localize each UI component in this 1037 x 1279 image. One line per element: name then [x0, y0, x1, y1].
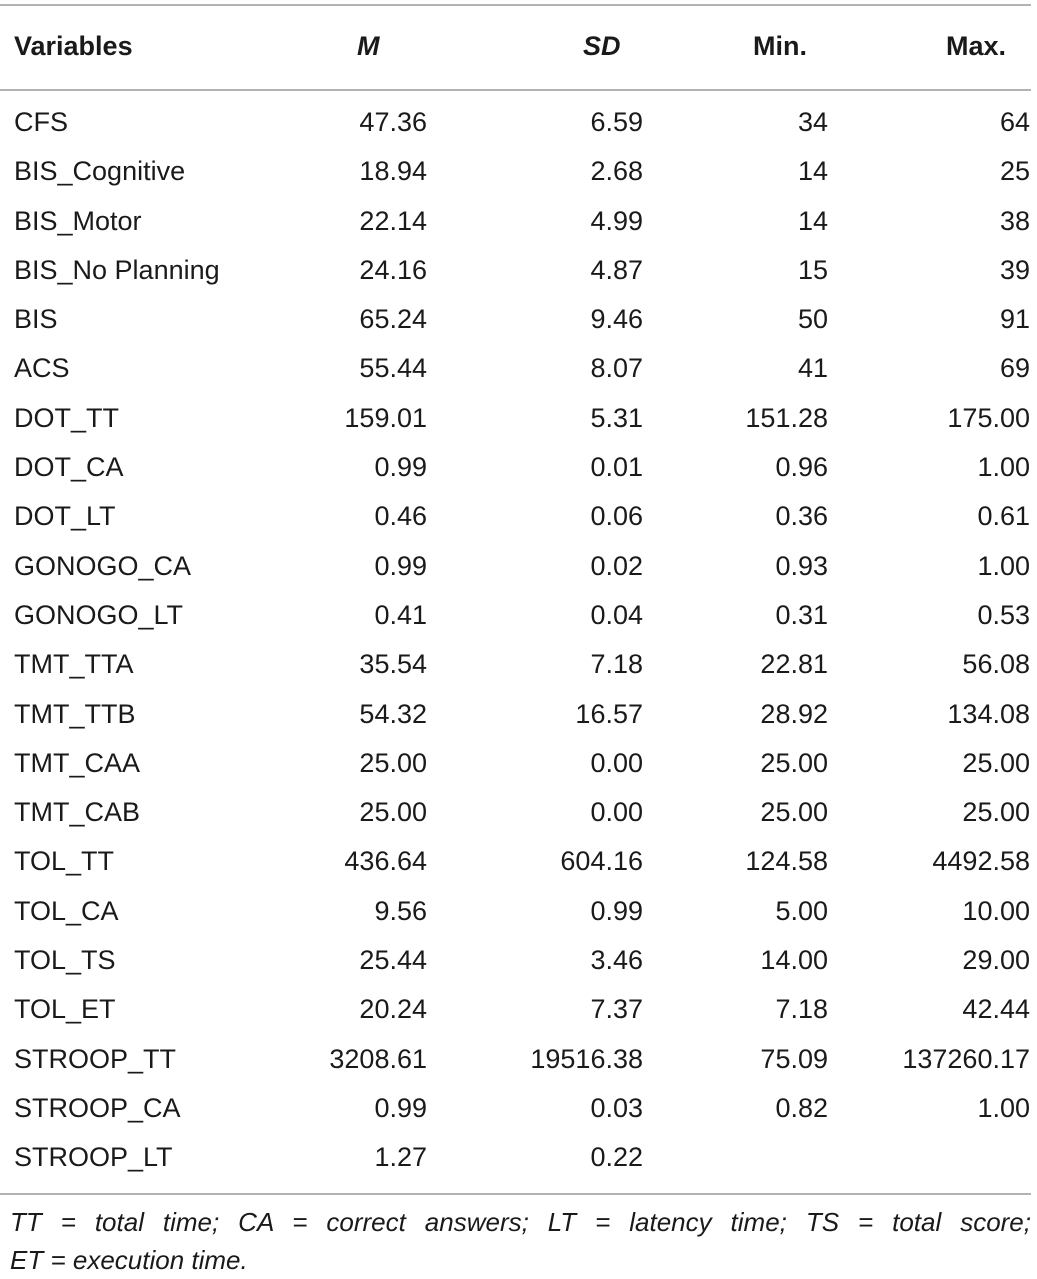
table-row [0, 642, 1037, 691]
cell-min: 124.58 [745, 846, 828, 877]
cell-variable: TOL_TS [14, 945, 116, 976]
cell-sd: 5.31 [590, 402, 643, 433]
table-row [0, 346, 1037, 395]
cell-min: 14 [797, 156, 828, 187]
table-row [0, 741, 1037, 790]
cell-mean: 436.64 [344, 846, 427, 877]
table-row [0, 100, 1037, 149]
table-row [0, 1135, 1037, 1184]
cell-sd: 0.06 [590, 501, 643, 532]
cell-sd: 4.99 [590, 205, 643, 236]
cell-min: 0.82 [775, 1092, 828, 1123]
cell-min: 75.09 [760, 1043, 828, 1074]
cell-min: 25.00 [760, 747, 828, 778]
cell-max: 69 [999, 353, 1030, 384]
cell-mean: 0.99 [374, 452, 427, 483]
table-row [0, 445, 1037, 494]
top-rule [0, 4, 1031, 6]
cell-sd: 9.46 [590, 304, 643, 335]
table-row [0, 396, 1037, 445]
cell-variable: GONOGO_CA [14, 550, 192, 581]
table-row [0, 987, 1037, 1036]
bottom-rule [0, 1193, 1031, 1195]
cell-sd: 3.46 [590, 945, 643, 976]
cell-sd: 16.57 [575, 698, 643, 729]
cell-variable: TOL_TT [14, 846, 115, 877]
cell-mean: 54.32 [359, 698, 427, 729]
header-mean: M [357, 31, 380, 61]
cell-max: 38 [999, 205, 1030, 236]
cell-max: 56.08 [962, 649, 1030, 680]
cell-mean: 25.00 [359, 747, 427, 778]
cell-max: 10.00 [962, 895, 1030, 926]
cell-sd: 0.03 [590, 1092, 643, 1123]
cell-max: 134.08 [947, 698, 1030, 729]
cell-variable: ACS [14, 353, 70, 384]
header-max: Max. [946, 31, 1007, 61]
cell-sd: 19516.38 [530, 1043, 643, 1074]
cell-min: 50 [797, 304, 828, 335]
cell-variable: STROOP_LT [14, 1142, 173, 1173]
header-variables: Variables [14, 31, 133, 61]
cell-mean: 65.24 [359, 304, 427, 335]
cell-sd: 0.04 [590, 599, 643, 630]
cell-min: 41 [797, 353, 828, 384]
cell-variable: TOL_CA [14, 895, 119, 926]
cell-max: 0.53 [977, 599, 1030, 630]
cell-max: 64 [999, 107, 1030, 137]
table-row [0, 494, 1037, 543]
table-header-row [0, 24, 1031, 68]
cell-mean: 47.36 [359, 107, 427, 137]
cell-min: 34 [797, 107, 828, 137]
table-row [0, 544, 1037, 593]
cell-max: 39 [999, 254, 1030, 285]
table-row [0, 889, 1037, 938]
table-row [0, 1086, 1037, 1135]
cell-variable: BIS_No Planning [14, 254, 220, 285]
cell-mean: 55.44 [359, 353, 427, 384]
header-sd: SD [583, 31, 621, 61]
cell-mean: 25.44 [359, 945, 427, 976]
cell-mean: 25.00 [359, 797, 427, 828]
cell-sd: 8.07 [590, 353, 643, 384]
cell-max: 1.00 [977, 1092, 1030, 1123]
cell-mean: 159.01 [344, 402, 427, 433]
cell-sd: 0.00 [590, 797, 643, 828]
cell-variable: STROOP_CA [14, 1092, 181, 1123]
cell-sd: 0.01 [590, 452, 643, 483]
cell-max: 25.00 [962, 747, 1030, 778]
cell-min: 22.81 [760, 649, 828, 680]
cell-max: 25 [999, 156, 1030, 187]
table-body [0, 100, 1037, 1185]
cell-variable: BIS [14, 304, 58, 335]
footnote-line-1: TT = total time; CA = correct answers; LT = latency time; TS = total score; [10, 1207, 1031, 1237]
cell-sd: 7.37 [590, 994, 643, 1025]
cell-max: 25.00 [962, 797, 1030, 828]
cell-variable: DOT_CA [14, 452, 124, 483]
cell-sd: 6.59 [590, 107, 643, 137]
cell-min: 15 [797, 254, 828, 285]
cell-min: 25.00 [760, 797, 828, 828]
cell-max: 137260.17 [902, 1043, 1030, 1074]
cell-sd: 0.22 [590, 1142, 643, 1173]
cell-mean: 24.16 [359, 254, 427, 285]
cell-sd: 0.00 [590, 747, 643, 778]
cell-min: 14.00 [760, 945, 828, 976]
cell-variable: TMT_TTA [14, 649, 134, 680]
cell-max: 1.00 [977, 550, 1030, 581]
cell-max: 0.61 [977, 501, 1030, 532]
table-row [0, 593, 1037, 642]
cell-max: 91 [999, 304, 1030, 335]
cell-variable: CFS [14, 107, 68, 137]
cell-max: 42.44 [962, 994, 1030, 1025]
header-rule [0, 89, 1031, 91]
cell-mean: 9.56 [374, 895, 427, 926]
cell-sd: 604.16 [560, 846, 643, 877]
table-row [0, 199, 1037, 248]
cell-mean: 20.24 [359, 994, 427, 1025]
cell-min: 28.92 [760, 698, 828, 729]
cell-min: 5.00 [775, 895, 828, 926]
cell-mean: 0.99 [374, 550, 427, 581]
table-row [0, 248, 1037, 297]
table-footnote [10, 1203, 1031, 1279]
cell-mean: 0.99 [374, 1092, 427, 1123]
cell-min: 7.18 [775, 994, 828, 1025]
cell-min: 0.36 [775, 501, 828, 532]
cell-sd: 0.99 [590, 895, 643, 926]
cell-mean: 3208.61 [329, 1043, 427, 1074]
cell-variable: BIS_Cognitive [14, 156, 186, 187]
cell-mean: 18.94 [359, 156, 427, 187]
table-row [0, 1037, 1037, 1086]
cell-variable: DOT_TT [14, 402, 119, 433]
cell-mean: 0.41 [374, 599, 427, 630]
table-row [0, 790, 1037, 839]
table-row [0, 938, 1037, 987]
cell-variable: BIS_Motor [14, 205, 142, 236]
table-row [0, 149, 1037, 198]
cell-mean: 35.54 [359, 649, 427, 680]
table-row [0, 692, 1037, 741]
cell-variable: TMT_TTB [14, 698, 136, 729]
footnote-line-2: ET = execution time. [10, 1245, 248, 1275]
cell-variable: TMT_CAA [14, 747, 141, 778]
header-min: Min. [753, 31, 807, 61]
cell-min: 0.93 [775, 550, 828, 581]
cell-variable: STROOP_TT [14, 1043, 177, 1074]
cell-mean: 22.14 [359, 205, 427, 236]
cell-max: 175.00 [947, 402, 1030, 433]
table-row [0, 297, 1037, 346]
cell-min: 151.28 [745, 402, 828, 433]
cell-max: 29.00 [962, 945, 1030, 976]
cell-min: 0.96 [775, 452, 828, 483]
cell-mean: 0.46 [374, 501, 427, 532]
cell-variable: TOL_ET [14, 994, 116, 1025]
cell-max: 4492.58 [932, 846, 1030, 877]
cell-sd: 7.18 [590, 649, 643, 680]
cell-mean: 1.27 [374, 1142, 427, 1173]
cell-variable: GONOGO_LT [14, 599, 184, 630]
cell-min: 14 [797, 205, 828, 236]
table-row [0, 839, 1037, 888]
cell-variable: DOT_LT [14, 501, 116, 532]
cell-sd: 4.87 [590, 254, 643, 285]
cell-sd: 2.68 [590, 156, 643, 187]
cell-min: 0.31 [775, 599, 828, 630]
cell-max: 1.00 [977, 452, 1030, 483]
cell-variable: TMT_CAB [14, 797, 141, 828]
cell-sd: 0.02 [590, 550, 643, 581]
